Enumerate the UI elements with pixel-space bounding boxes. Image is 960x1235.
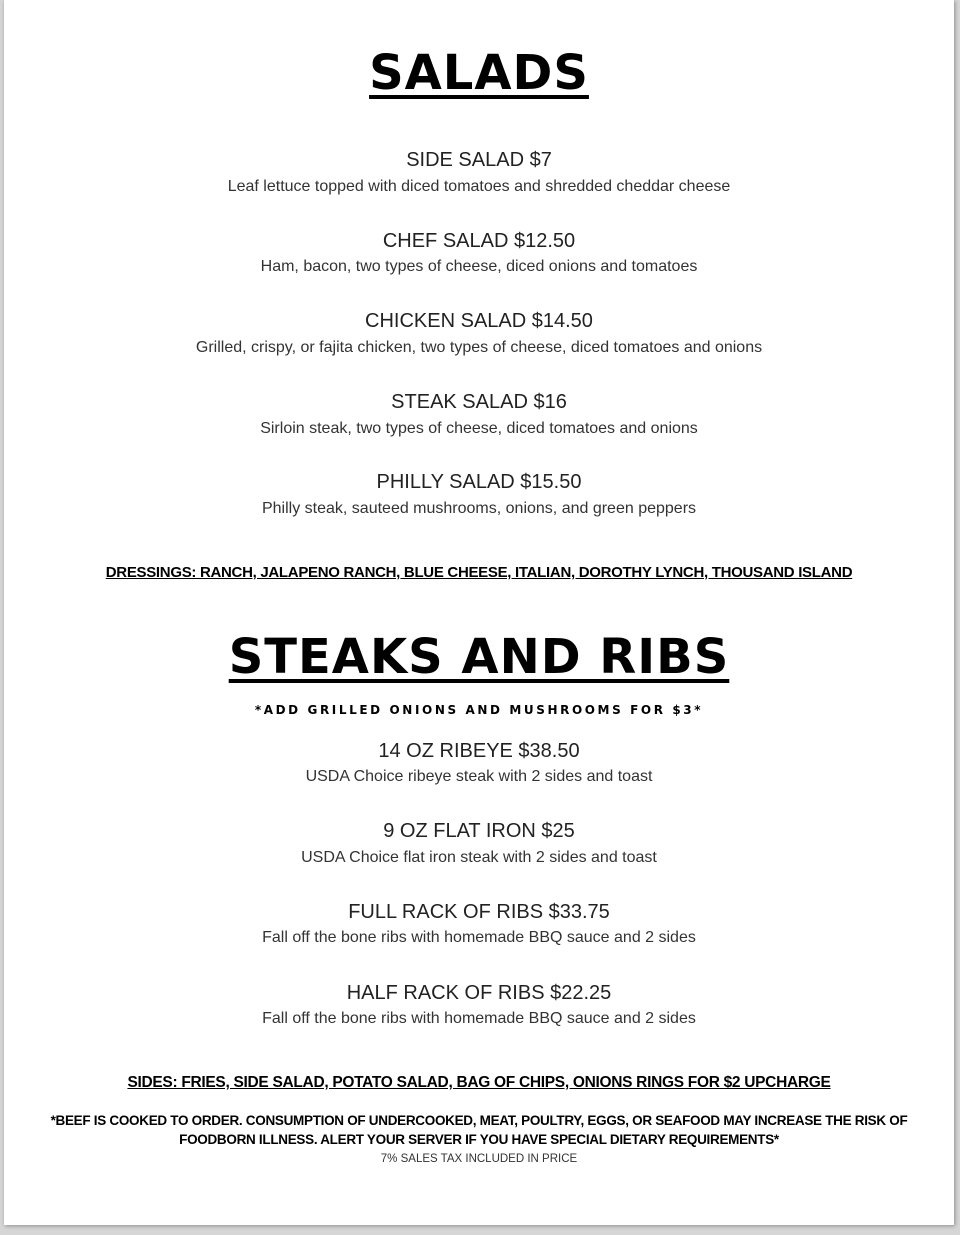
addon-note: *ADD GRILLED ONIONS AND MUSHROOMS FOR $3*: [254, 703, 704, 717]
menu-item-description: USDA Choice ribeye steak with 2 sides and toast: [305, 768, 653, 785]
steaks-title: STEAKS AND RIBS: [228, 629, 730, 685]
menu-item-description: Fall off the bone ribs with homemade BBQ sauce and 2 sides: [262, 929, 696, 946]
menu-item-name: CHICKEN SALAD $14.50: [365, 310, 593, 332]
menu-item-name: 9 OZ FLAT IRON $25: [383, 820, 575, 842]
menu-item-description: Grilled, crispy, or fajita chicken, two types of cheese, diced tomatoes and onions: [195, 339, 763, 356]
menu-item-description: Leaf lettuce topped with diced tomatoes and shredded cheddar cheese: [227, 178, 731, 195]
sides-note: SIDES: FRIES, SIDE SALAD, POTATO SALAD, BAG OF CHIPS, ONIONS RINGS FOR $2 UPCHARGE: [127, 1074, 831, 1091]
disclaimer: [4, 1111, 954, 1149]
menu-item-description: Sirloin steak, two types of cheese, diced tomatoes and onions: [260, 420, 698, 437]
menu-item-description: Ham, bacon, two types of cheese, diced onions and tomatoes: [260, 258, 698, 275]
menu-item-name: FULL RACK OF RIBS $33.75: [348, 901, 610, 923]
disclaimer-line-1: *BEEF IS COOKED TO ORDER. CONSUMPTION OF UNDERCOOKED, MEAT, POULTRY, EGGS, OR SEAFOOD MAY INCREASE THE RISK OF: [50, 1113, 908, 1128]
menu-item-name: 14 OZ RIBEYE $38.50: [378, 740, 580, 762]
disclaimer-line-2: FOODBORN ILLNESS. ALERT YOUR SERVER IF YOU HAVE SPECIAL DIETARY REQUIREMENTS*: [179, 1132, 779, 1147]
salads-title: SALADS: [369, 45, 589, 101]
dressings-note: DRESSINGS: RANCH, JALAPENO RANCH, BLUE CHEESE, ITALIAN, DOROTHY LYNCH, THOUSAND ISLAND: [105, 564, 853, 581]
menu-item-description: Philly steak, sauteed mushrooms, onions, and green peppers: [261, 500, 697, 517]
menu-item-description: Fall off the bone ribs with homemade BBQ sauce and 2 sides: [262, 1010, 696, 1027]
menu-item-name: PHILLY SALAD $15.50: [376, 471, 582, 493]
menu-item-description: USDA Choice flat iron steak with 2 sides and toast: [301, 849, 657, 866]
menu-page: [4, 0, 954, 1225]
steaks-heading: [4, 629, 954, 685]
salads-heading: [4, 45, 954, 101]
menu-item-name: CHEF SALAD $12.50: [382, 230, 576, 252]
menu-item-name: HALF RACK OF RIBS $22.25: [346, 982, 612, 1004]
menu-item-name: STEAK SALAD $16: [391, 391, 567, 413]
menu-item-name: SIDE SALAD $7: [406, 149, 552, 171]
tax-note: 7% SALES TAX INCLUDED IN PRICE: [380, 1153, 578, 1165]
